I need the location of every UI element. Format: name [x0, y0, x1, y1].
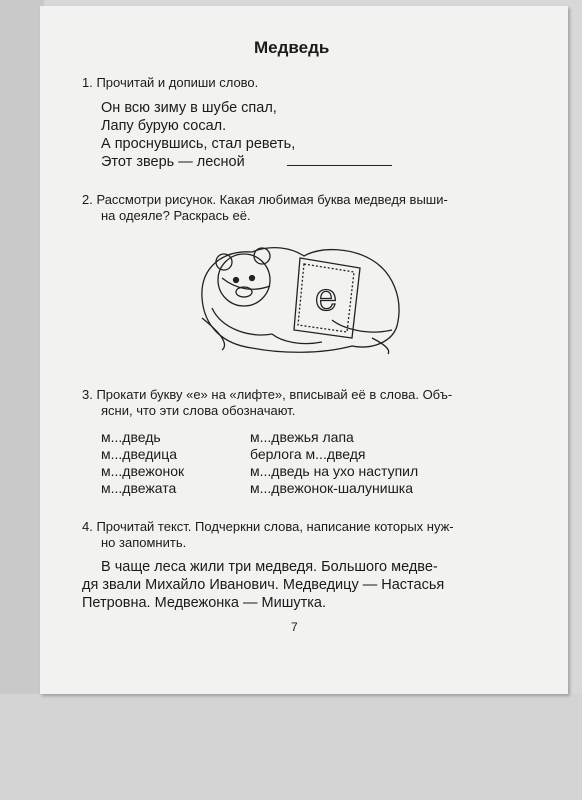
text-line-2: дя звали Михайло Иванович. Медведицу — Настасья — [82, 577, 445, 593]
task2-line-2: на одеяле? Раскрась её. — [101, 208, 251, 223]
text-line-3: Петровна. Медвежонка — Мишутка. — [82, 595, 327, 611]
word-item: м...двежья лапа — [250, 429, 354, 445]
word-item: м...двежата — [101, 480, 177, 496]
poem-line-4: Этот зверь — лесной — [101, 154, 245, 170]
task3-line-1: 3. Прокати букву «е» на «лифте», вписывай её в слова. Объ- — [82, 387, 453, 402]
word-item: берлога м...дведя — [250, 446, 366, 462]
word-list-left — [101, 429, 184, 497]
task2-line-1: 2. Рассмотри рисунок. Какая любимая буква медведя выши- — [82, 192, 448, 207]
table-surface — [0, 694, 582, 800]
poem-line-1: Он всю зиму в шубе спал, — [101, 100, 277, 116]
page-number: 7 — [291, 620, 298, 634]
task4-line-2: но запомнить. — [101, 535, 187, 550]
word-item: м...дведь — [101, 429, 161, 445]
task3-line-2: ясни, что эти слова обозначают. — [101, 403, 296, 418]
word-item: м...двежонок — [101, 463, 185, 479]
answer-blank[interactable] — [287, 165, 392, 166]
word-list-right — [250, 429, 418, 497]
page-edge — [0, 0, 44, 800]
poem-line-2: Лапу бурую сосал. — [101, 118, 227, 134]
task1-instruction: 1. Прочитай и допиши слово. — [82, 75, 259, 90]
page-title: Медведь — [254, 38, 330, 57]
word-item: м...дведь на ухо наступил — [250, 463, 419, 479]
blanket-letter: е — [314, 275, 338, 319]
poem-line-3: А проснувшись, стал реветь, — [101, 136, 296, 152]
word-item: м...двежонок-шалунишка — [250, 480, 414, 496]
task4-line-1: 4. Прочитай текст. Подчеркни слова, написание которых нуж- — [82, 519, 454, 534]
word-item: м...дведица — [101, 446, 178, 462]
bear-in-blanket-illustration — [192, 238, 412, 358]
text-line-1: В чаще леса жили три медведя. Большого медве- — [101, 559, 438, 575]
